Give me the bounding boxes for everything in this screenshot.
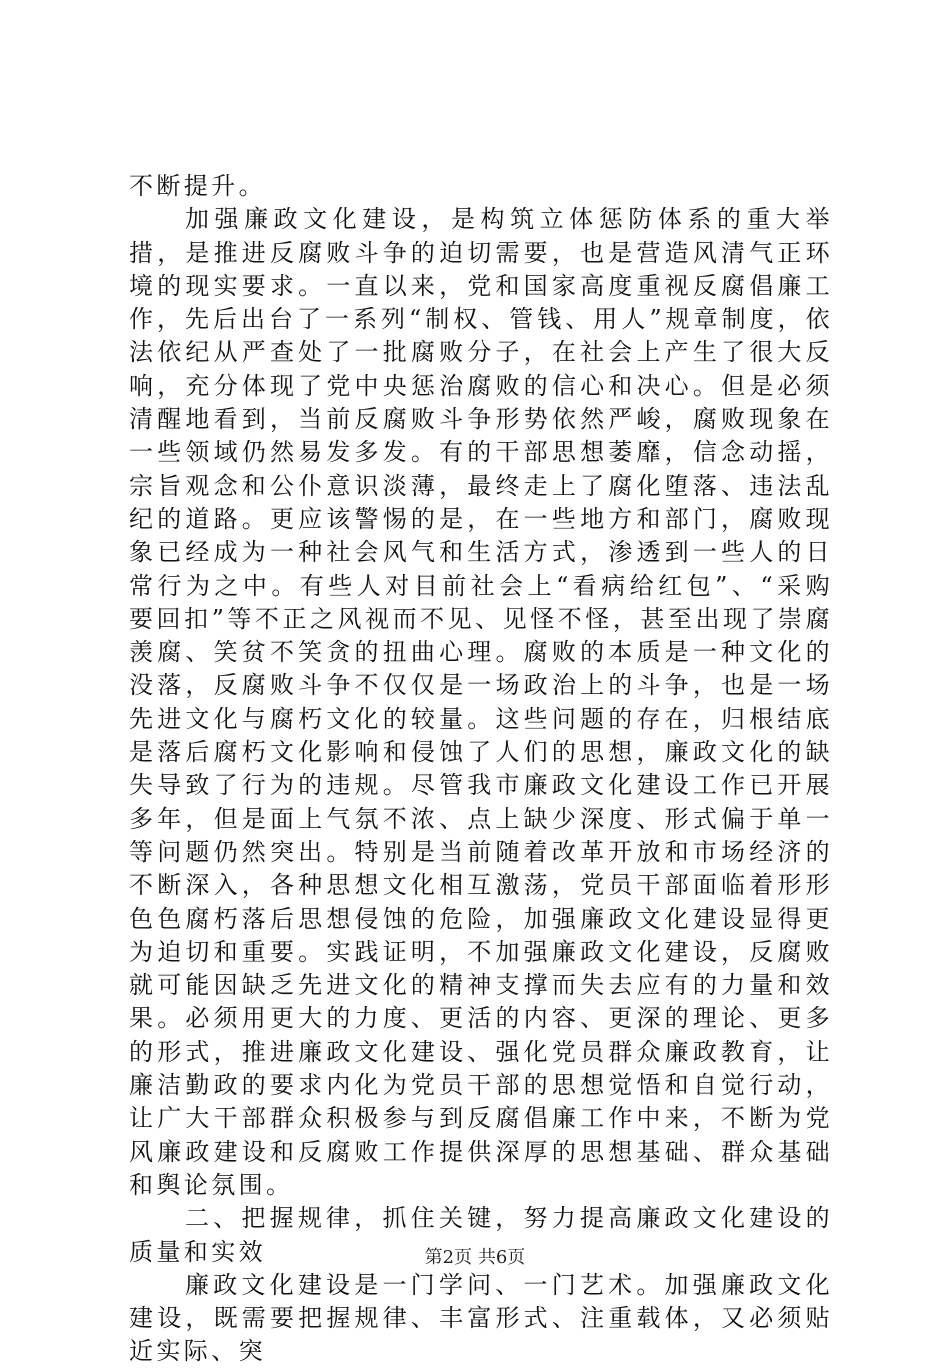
paragraph-section-2-intro: 廉政文化建设是一门学问、一门艺术。加强廉政文化建设，既需要把握规律、丰富形式、注重载体，又必须贴近实际、突 [129,1270,833,1366]
body-text [129,170,833,1369]
paragraph-continuation: 不断提升。 [129,172,266,200]
paragraph-anti-corruption-culture: 加强廉政文化建设，是构筑立体惩防体系的重大举措，是推进反腐败斗争的迫切需要，也是营造风清气正环境的现实要求。一直以来，党和国家高度重视反腐倡廉工作，先后出台了一系列“制权、管钱、用人”规章制度，依法依纪从严查处了一批腐败分子，在社会上产生了很大反响，充分体现了党中央惩治腐败的信心和决心。但是必须清醒地看到，当前反腐败斗争形势依然严峻，腐败现象在一些领域仍然易发多发。有的干部思想萎靡，信念动摇，宗旨观念和公仆意识淡薄，最终走上了腐化堕落、违法乱纪的道路。更应该警惕的是，在一些地方和部门，腐败现象已经成为一种社会风气和生活方式，渗透到一些人的日常行为之中。有些人对目前社会上“看病给红包”、“采购要回扣”等不正之风视而不见、见怪不怪，甚至出现了崇腐羡腐、笑贫不笑贪的扭曲心理。腐败的本质是一种文化的没落，反腐败斗争不仅仅是一场政治上的斗争，也是一场先进文化与腐朽文化的较量。这些问题的存在，归根结底是落后腐朽文化影响和侵蚀了人们的思想，廉政文化的缺失导致了行为的违规。尽管我市廉政文化建设工作已开展多年，但是面上气氛不浓、点上缺少深度、形式偏于单一等问题仍然突出。特别是当前随着改革开放和市场经济的不断深入，各种思想文化相互激荡，党员干部面临着形形色色腐朽落后思想侵蚀的危险，加强廉政文化建设显得更为迫切和重要。实践证明，不加强廉政文化建设，反腐败就可能因缺乏先进文化的精神支撑而失去应有的力量和效果。必须用更大的力度、更活的内容、更深的理论、更多的形式，推进廉政文化建设、强化党员群众廉政教育，让廉洁勤政的要求内化为党员干部的思想觉悟和自觉行动，让广大干部群众积极参与到反腐倡廉工作中来，不断为党风廉政建设和反腐败工作提供深厚的思想基础、群众基础和舆论氛围。 [129,205,833,1199]
section-heading-2: 二、把握规律，抓住关键，努力提高廉政文化建设的质量和实效 [129,1204,833,1266]
page-footer: 第2页 共6页 [424,1247,526,1268]
